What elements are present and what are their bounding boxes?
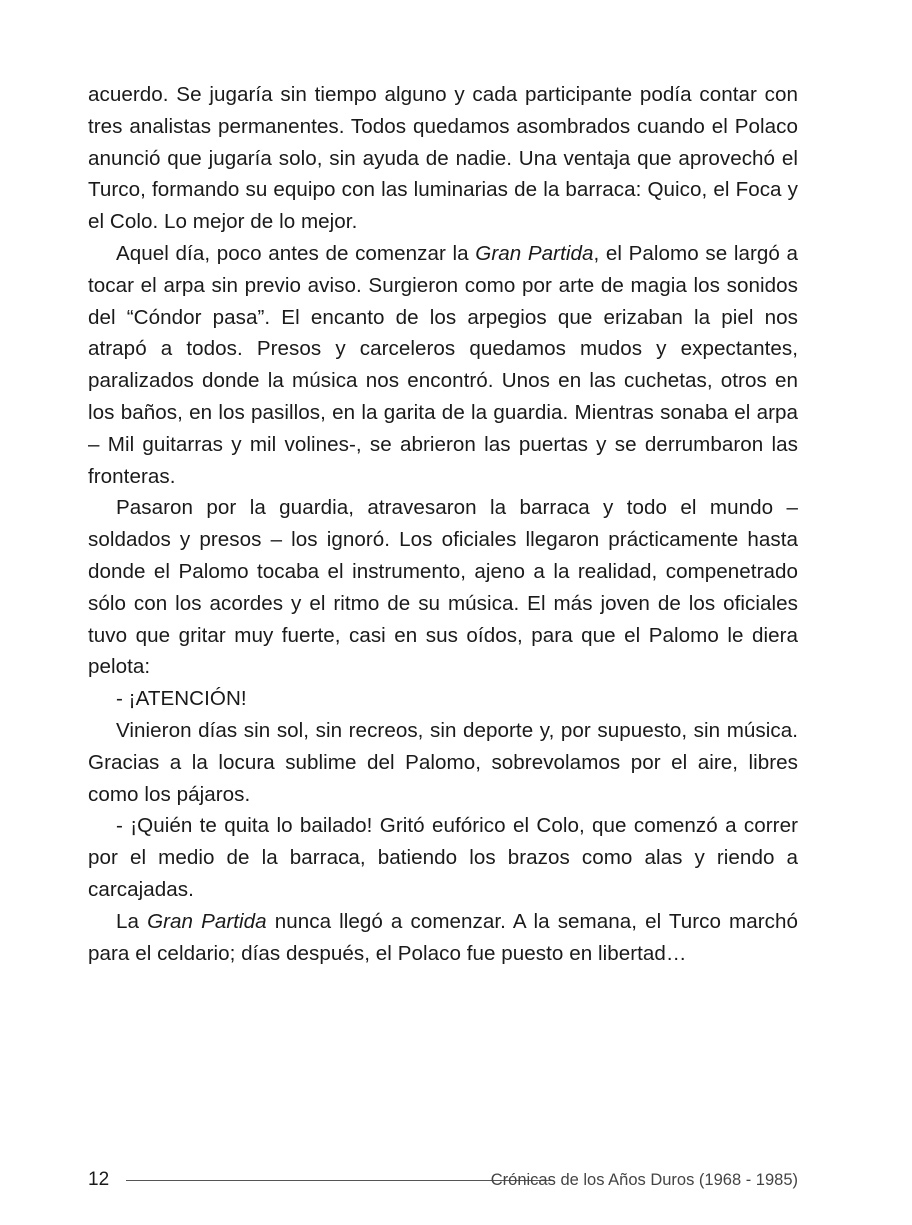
page-body: [88, 79, 798, 969]
paragraph-7-text-a: La: [116, 909, 148, 933]
dialogue-line-2-text: - ¡Quién te quita lo bailado! Gritó eufórico el Colo, que comenzó a correr por el medio de la barraca, batiendo los brazos como alas y riendo a carcajadas.: [88, 814, 798, 901]
paragraph-7-text-b: nunca llegó a comenzar. A la semana, el Turco marchó para el celdario; días después, el Polaco fue puesto en libertad…: [88, 909, 799, 965]
paragraph-7: [88, 906, 798, 970]
paragraph-3: [88, 492, 798, 683]
paragraph-2: [88, 238, 798, 492]
running-title: Crónicas de los Años Duros (1968 - 1985): [490, 1171, 798, 1189]
page-number: 12: [88, 1169, 110, 1190]
paragraph-1-text: acuerdo. Se jugaría sin tiempo alguno y cada participante podía contar con tres analistas permanentes. Todos quedamos asombrados cuando el Polaco anunció que jugaría solo, sin ayuda de nadie. Una ventaja que aprovechó el Turco, formando su equipo con las luminarias de la barraca: Quico, el Foca y el Colo. Lo mejor de lo mejor.: [88, 83, 798, 234]
dialogue-line-2: [88, 810, 798, 905]
paragraph-2-text-a: Aquel día, poco antes de comenzar la: [116, 241, 476, 265]
dialogue-line-1-text: - ¡ATENCIÓN!: [116, 687, 247, 711]
page-footer: [88, 1166, 798, 1194]
paragraph-5-text: Vinieron días sin sol, sin recreos, sin deporte y, por supuesto, sin música. Gracias a la locura sublime del Palomo, sobrevolamos por el aire, libres como los pájaros.: [88, 718, 798, 806]
paragraph-3-text: Pasaron por la guardia, atravesaron la barraca y todo el mundo – soldados y presos – los ignoró. Los oficiales llegaron prácticamente hasta donde el Palomo tocaba el instrumento, ajeno a la realidad, compenetrado sólo con los acordes y el ritmo de su música. El más joven de los oficiales tuvo que gritar muy fuerte, casi en sus oídos, para que el Palomo le diera pelota:: [88, 496, 798, 679]
paragraph-1: [88, 79, 798, 238]
paragraph-2-italic-title: Gran Partida: [475, 241, 594, 265]
paragraph-7-italic-title: Gran Partida: [147, 909, 267, 933]
paragraph-2-text-b: , el Palomo se largó a tocar el arpa sin previo aviso. Surgieron como por arte de magia los sonidos del “Cóndor pasa”. El encanto de los arpegios que erizaban la piel nos atrapó a todos. Presos y carceleros quedamos mudos y expectantes, paralizados donde la música nos encontró. Unos en las cuchetas, otros en los baños, en los pasillos, en la garita de la guardia. Mientras sonaba el arpa – Mil guitarras y mil volines-, se abrieron las puertas y se derrumbaron las fronteras.: [88, 241, 799, 488]
dialogue-line-1: [88, 683, 798, 715]
paragraph-5: [88, 715, 798, 810]
